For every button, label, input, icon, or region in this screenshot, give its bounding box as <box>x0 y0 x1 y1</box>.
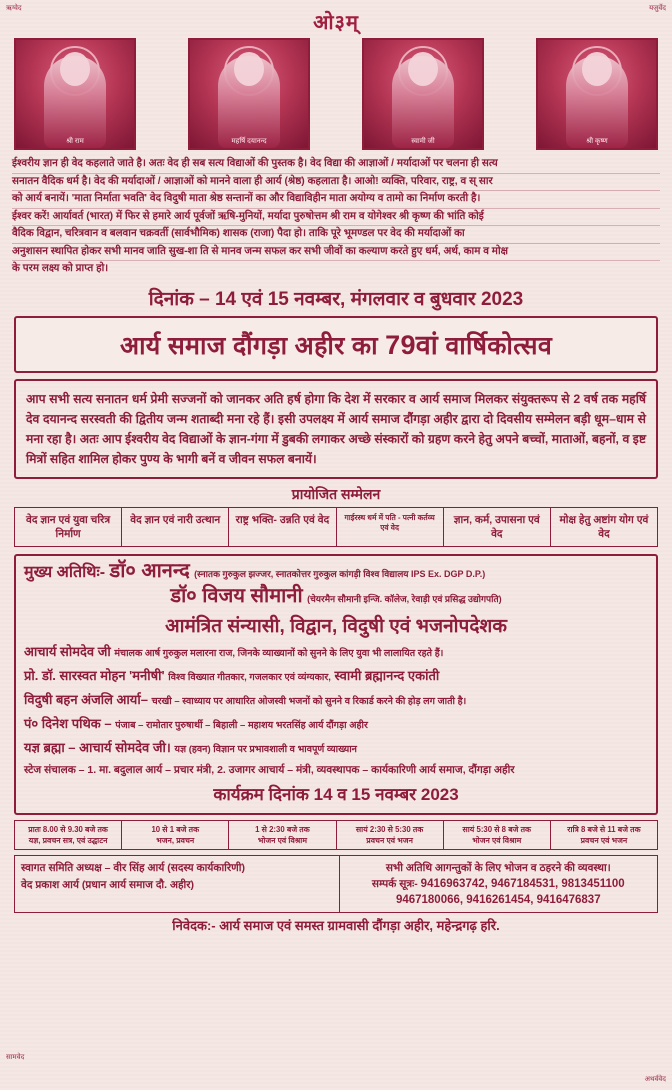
invited-person-detail: चरखी – स्वाध्याय पर आधारित ओजस्वी भजनों को सुनने व रिकार्ड करने की होड़ लग जाती है। <box>151 695 467 707</box>
schedule-time: प्रातः 8.00 से 9.30 बजे तक <box>28 824 108 834</box>
sponsor-topic-cell: राष्ट्र भक्ति- उन्नति एवं वेद <box>229 508 336 546</box>
schedule-activity: प्रवचन एवं भजन <box>580 835 628 845</box>
deity-photo-ram <box>14 38 136 150</box>
deity-photo-krishna <box>536 38 658 150</box>
welcome-committee <box>15 856 340 912</box>
chief-guest-name: डॉ० आनन्द <box>109 559 190 582</box>
schedule-time: सायं 2:30 से 5:30 तक <box>355 824 424 834</box>
photo-caption: महर्षि दयानन्द <box>231 138 267 145</box>
sponsored-heading: प्रायोजित सम्मेलन <box>291 485 381 502</box>
schedule-activity: भोजन एवं विश्राम <box>257 835 307 845</box>
invited-person-detail: मंचालक आर्ष गुरुकुल मलारना राज, जिनके व्याख्यानों को सुनने के लिए युवा भी लालायित रहते हैं। <box>114 647 444 659</box>
chief-guest-detail: (स्नातक गुरुकुल झज्जर, स्नातकोत्तर गुरुकुल कांगड़ी विश्व विद्यालय IPS Ex. DGP D.P.) <box>194 568 486 579</box>
second-guest-name: डॉ० विजय सौमानी <box>170 584 303 607</box>
portrait-photo-sadhu <box>362 38 484 150</box>
guests-section <box>14 554 658 815</box>
second-guest-detail: (चेयरमैन सौमानी इन्जि. कॉलेज, रेवाड़ी एवं प्रसिद्ध उद्योगपति) <box>307 593 502 604</box>
yajna-brahma-detail: यज्ञ (हवन) विज्ञान पर प्रभावशाली व भावपूर्ण व्याख्यान <box>174 743 357 755</box>
schedule-time: रात्रि 8 बजे से 11 बजे तक <box>567 824 641 834</box>
committee-line: स्वागत समिति अध्यक्ष – वीर सिंह आर्य (सदस्य कार्यकारिणी) <box>21 861 245 874</box>
second-guest-row <box>24 584 648 608</box>
intro-line: को आर्य बनायें। 'माता निर्माता भवति' वेद विदुषी माता श्रेष्ठ सन्तानों का और विद्याविहीन माता अयोग्य व तामो का निर्माण करती है। <box>12 191 660 209</box>
program-schedule-title: कार्यक्रम दिनांक 14 व 15 नवम्बर 2023 <box>213 784 459 804</box>
main-title-number: 79वां <box>385 329 439 360</box>
invited-person-row <box>24 642 648 663</box>
invited-person-row <box>24 714 648 735</box>
schedule-time: सायं 5:30 से 8 बजे तक <box>462 824 532 834</box>
intro-line: ईश्वर करें! आर्यावर्त (भारत) में फिर से हमारे आर्य पूर्वजों ऋषि-मुनियों, मर्यादा पुरुषोत्तम श्री राम व योगेश्वर श्री कृष्ण की भांति कोई <box>12 209 660 227</box>
contact-label: सम्पर्क सूत्रः- <box>371 877 418 890</box>
contact-numbers-line-2[interactable]: 9467180066, 9416261454, 9416476837 <box>395 893 601 906</box>
schedule-slot <box>229 821 336 849</box>
chief-guest-row <box>24 559 648 583</box>
chief-guest-label: मुख्य अतिथिः- <box>24 563 106 581</box>
schedule-activity: यज्ञ, प्रवचन सत्र, एवं उद्घाटन <box>28 835 108 845</box>
invited-person-row <box>24 666 648 687</box>
main-title-suffix: वार्षिकोत्सव <box>445 331 553 360</box>
invited-person-row <box>24 690 648 711</box>
schedule-slot <box>551 821 657 849</box>
om-symbol: ओ३म् <box>313 12 359 34</box>
photo-caption: श्री राम <box>66 138 84 145</box>
invited-person-name: विदुषी बहन अंजलि आर्या– <box>24 691 148 707</box>
sponsor-topics-table <box>14 507 658 547</box>
invited-person-detail: पंजाब – रामोतार पुरुषार्थी – बिहाली – महाशय भरतसिंह आर्य दौंगड़ा अहीर <box>115 719 368 731</box>
invited-person-name-2: स्वामी ब्रह्मानन्द एकांती <box>334 667 440 683</box>
organizer-line: निवेदक:- आर्य समाज एवं समस्त ग्रामवासी दौंगड़ा अहीर, महेन्द्रगढ़ हरि. <box>172 917 500 933</box>
sponsor-topic-cell: वेद ज्ञान एवं युवा चरित्र निर्माण <box>15 508 122 546</box>
event-date-line: दिनांक – 14 एवं 15 नवम्बर, मंगलवार व बुधवार 2023 <box>148 288 524 310</box>
intro-line: सनातन वैदिक धर्म है। वेद की मर्यादाओं / आज्ञाओं को मानने वाला ही आर्य (श्रेष्ठ) कहलाता है। आओ! व्यक्ति, परिवार, राष्ट्र, व स् सार <box>12 174 660 192</box>
photo-caption: श्री कृष्ण <box>586 138 608 145</box>
intro-line: ईश्वरीय ज्ञान ही वेद कहलाते जाते है। अतः वेद ही सब सत्य विद्याओं की पुस्तक है। वेद विद्या की आज्ञाओं / मर्यादाओं पर चलना ही सत्य <box>12 156 660 174</box>
sponsor-topic-cell: मोक्ष हेतु अष्टांग योग एवं वेद <box>559 513 649 540</box>
schedule-slot <box>122 821 229 849</box>
schedule-slot <box>337 821 444 849</box>
stage-anchors-note: स्टेज संचालक – 1. मा. बदुलाल आर्य – प्रचार मंत्री, 2. उजागर आचार्य – मंत्री, व्यवस्थापक – कार्यकारिणी आर्य समाज, दौंगड़ा अहीर <box>24 763 515 776</box>
sponsor-topic-cell: ज्ञान, कर्म, उपासना एवं वेद <box>444 508 551 546</box>
schedule-time: 1 से 2:30 बजे तक <box>255 824 310 834</box>
sponsor-topic-cell: गाईरस्थ धर्म में पति - पत्नी कर्तव्य एवं वेद <box>337 508 444 546</box>
schedule-activity: भजन, प्रवचन <box>156 835 195 845</box>
invited-person-name: प्रो. डॉ. सारस्वत मोहन 'मनीषी' <box>24 667 165 683</box>
invited-person-name: पं० दिनेश पथिक – <box>24 715 116 731</box>
invited-person-detail: विश्व विख्यात गीतकार, गजलकार एवं व्यंग्यकार, <box>168 671 331 683</box>
footer-section <box>14 855 658 913</box>
sponsor-topic-cell: वेद ज्ञान एवं नारी उत्थान <box>122 508 229 546</box>
veda-label-rigveda: ऋग्वेद <box>6 5 22 12</box>
intro-line: अनुशासन स्थापित होकर सभी मानव जाति सुख-शा ति से मानव जन्म सफल कर सभी जीवों का कल्याण करते हुए धर्म, अर्थ, काम व मोक्ष <box>12 244 660 262</box>
committee-line: वेद प्रकाश आर्य (प्रधान आर्य समाज दौ. अहीर) <box>21 878 195 891</box>
photo-strip <box>8 38 664 150</box>
schedule-table <box>14 820 658 850</box>
main-title-prefix: आर्य समाज दौंगड़ा अहीर का <box>119 331 378 360</box>
portrait-photo-swami-dayanand <box>188 38 310 150</box>
schedule-activity: प्रवचन एवं भजन <box>366 835 413 845</box>
intro-paragraph <box>12 156 660 278</box>
main-title-box <box>14 316 658 373</box>
arrangements-and-contacts <box>340 856 657 912</box>
photo-caption: स्वामी जी <box>411 138 435 145</box>
veda-label-yajurveda: यजुर्वेद <box>649 5 666 12</box>
veda-label-atharvaveda: अथर्ववेद <box>644 1076 666 1083</box>
yajna-brahma-row <box>24 738 648 759</box>
contact-numbers-line-1[interactable]: 9416963742, 9467184531, 9813451100 <box>420 877 625 890</box>
schedule-time: 10 से 1 बजे तक <box>151 824 200 834</box>
schedule-activity: भोजन एवं विश्राम <box>472 835 522 845</box>
arrangement-note: सभी अतिथि आगन्तुकों के लिए भोजन व ठहरने की व्यवस्था। <box>385 861 611 874</box>
intro-line: वैदिक विद्वान, चरित्रवान व बलवान चक्रवर्ती (सार्वभौमिक) शासक (राजा) पैदा हो। ताकि पूरे भूमण्डल पर वेद की मर्यादाओं का <box>12 226 660 244</box>
veda-label-samveda: सामवेद <box>6 1054 25 1061</box>
schedule-slot <box>15 821 122 849</box>
yajna-brahma-name: यज्ञ ब्रह्मा – आचार्य सोमदेव जी। <box>24 739 171 755</box>
intro-line: के परम लक्ष्य को प्राप्त हो। <box>12 263 109 274</box>
invitation-body: आप सभी सत्य सनातन धर्म प्रेमी सज्जनों को जानकर अति हर्ष होगा कि देश में सरकार व आर्य समाज मिलकर संयुक्तरूप से 2 वर्ष तक महर्षि देव दयानन्द सरस्वती की द्वितीय जन्म शताब्दी मना रहे हैं। इसी उपलक्ष्य में आर्य समाज दौंगड़ा अहीर द्वारा दो दिवसीय सम्मेलन बड़ी धूम–धाम से मना रहा है। अतः आप ईश्वरीय वेद विद्याओं के ज्ञान-गंगा में डुबकी लगाकर अच्छे संस्कारों को ग्रहण करने हेतु अपने बच्चों, माताओं, बहनों, व इष्ट मित्रों सहित शामिल होकर पुण्य के भागी बनें व जीवन सफल बनायें। <box>14 379 658 479</box>
schedule-slot <box>444 821 551 849</box>
invited-heading: आमंत्रित संन्यासी, विद्वान, विदुषी एवं भजनोपदेशक <box>165 615 507 637</box>
invited-person-name: आचार्य सोमदेव जी <box>24 643 111 659</box>
